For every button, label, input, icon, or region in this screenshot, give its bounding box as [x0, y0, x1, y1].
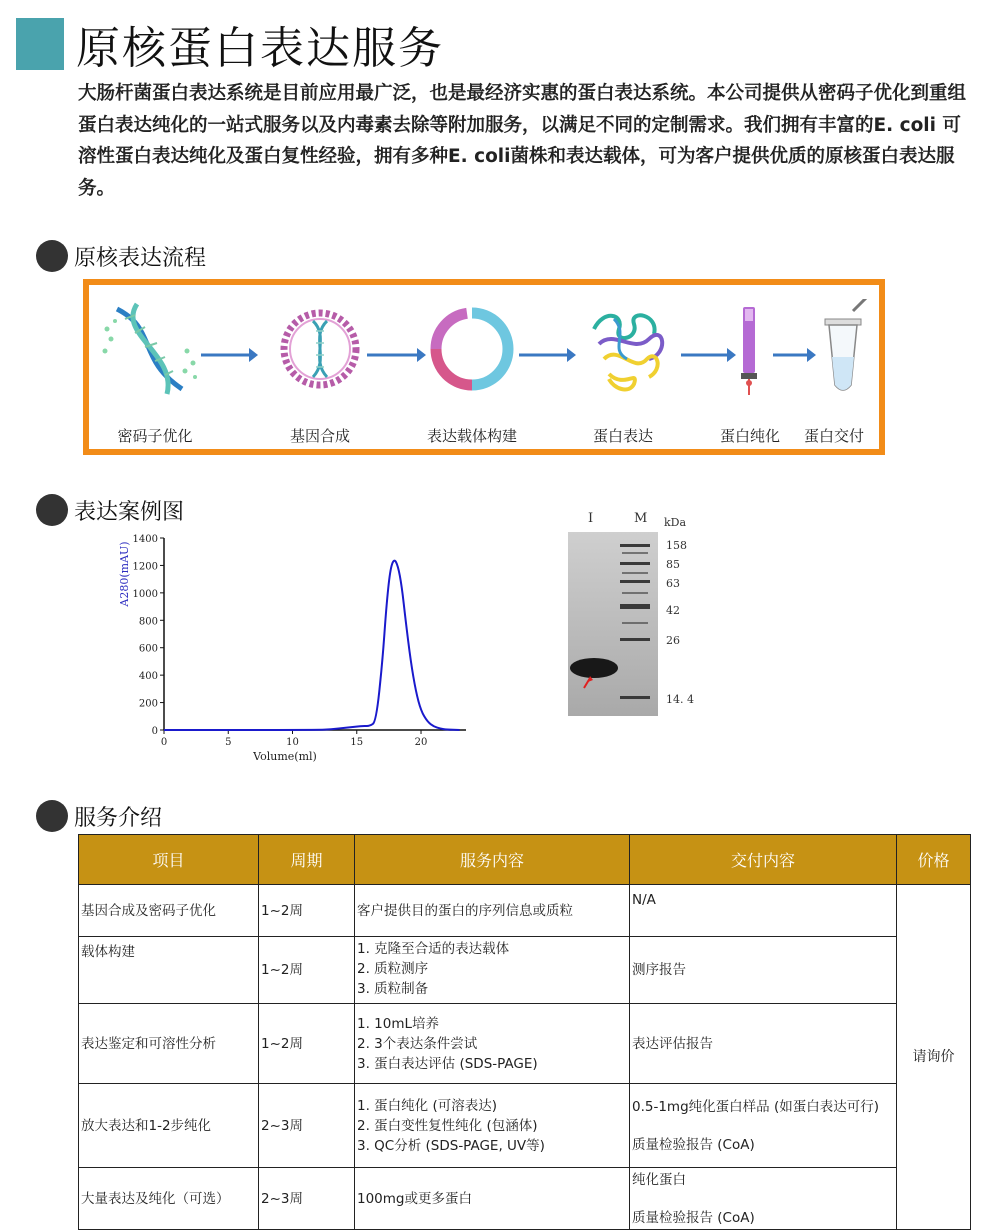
bullet-dot-icon: [36, 800, 68, 832]
sds-page-gel: [562, 506, 712, 720]
flow-arrow-5: [771, 345, 817, 365]
deliver-cell: N/A: [630, 885, 897, 937]
chromatogram-series-line: [164, 561, 460, 730]
y-tick-label: 200: [138, 698, 158, 710]
plasmid-dna-icon: [275, 299, 365, 399]
table-header-cell: 周期: [259, 835, 355, 885]
page-title: 原核蛋白表达服务: [76, 23, 444, 74]
section-example-heading: [36, 494, 184, 526]
table-header-cell: 项目: [79, 835, 259, 885]
gel-marker-label: 63: [666, 577, 680, 590]
service-table: [78, 834, 971, 1230]
y-tick-label: 400: [138, 671, 158, 683]
gel-marker-label: 42: [666, 604, 680, 617]
item-cell: 表达鉴定和可溶性分析: [79, 1004, 259, 1084]
y-tick-label: 0: [151, 726, 158, 737]
gel-marker-label: 158: [666, 539, 687, 552]
section-flow-title: 原核表达流程: [74, 245, 207, 271]
deliver-line: 质量检验报告 (CoA): [632, 1209, 755, 1226]
y-tick-label: 600: [138, 643, 158, 655]
content-line: 2. 3个表达条件尝试: [357, 1035, 478, 1052]
x-tick-label: 0: [160, 737, 168, 748]
y-tick-label: 1200: [132, 561, 158, 573]
content-cell: [355, 937, 630, 1004]
period-cell: 1~2周: [259, 937, 355, 1004]
y-tick-label: 800: [138, 616, 158, 628]
deliver-line: 0.5-1mg纯化蛋白样品 (如蛋白表达可行): [632, 1098, 879, 1115]
title-accent-block: [16, 18, 64, 70]
bullet-dot-icon: [36, 240, 68, 272]
flow-diagram: [83, 279, 885, 455]
period-cell: 2~3周: [259, 1168, 355, 1230]
x-tick-label: 15: [350, 737, 364, 748]
deliver-line: 纯化蛋白: [632, 1171, 686, 1188]
deliver-cell: [630, 1084, 897, 1168]
deliver-line: 质量检验报告 (CoA): [632, 1136, 755, 1153]
section-service-title: 服务介绍: [74, 805, 163, 831]
gel-marker-label: 26: [666, 634, 680, 647]
deliver-cell: 表达评估报告: [630, 1004, 897, 1084]
content-line: 2. 质粒测序: [357, 961, 429, 977]
content-line: 1. 10mL培养: [357, 1015, 440, 1032]
item-cell: 载体构建: [79, 937, 259, 1004]
y-tick-label: 1400: [132, 534, 158, 545]
x-tick-label: 20: [414, 737, 428, 748]
vector-ring-icon: [427, 299, 517, 399]
flow-step-label: 基因合成: [289, 427, 351, 445]
period-cell: 2~3周: [259, 1084, 355, 1168]
dna-helix-icon: [97, 299, 207, 399]
section-example-title: 表达案例图: [74, 499, 185, 525]
item-cell: 基因合成及密码子优化: [79, 885, 259, 937]
section-flow-heading: [36, 240, 206, 272]
flow-step-label: 蛋白纯化: [719, 427, 781, 445]
flow-step-label: 蛋白交付: [803, 427, 865, 445]
protein-fold-icon: [579, 299, 679, 399]
deliver-cell: [630, 1168, 897, 1230]
sample-tube-icon: [817, 299, 873, 399]
x-tick-label: 10: [286, 737, 299, 748]
flow-arrow-2: [365, 345, 427, 365]
section-service-heading: [36, 800, 162, 832]
content-line: 1. 蛋白纯化 (可溶表达): [357, 1097, 497, 1114]
gel-marker-label: 85: [666, 558, 680, 571]
table-row: [79, 1084, 971, 1168]
chromatogram-svg: [104, 532, 474, 768]
x-axis-label: Volume(ml): [253, 750, 317, 763]
table-row: [79, 1168, 971, 1230]
content-cell: 客户提供目的蛋白的序列信息或质粒: [355, 885, 630, 937]
item-cell: 放大表达和1-2步纯化: [79, 1084, 259, 1168]
gel-unit-label: kDa: [664, 516, 687, 529]
content-line: 2. 蛋白变性复性纯化 (包涵体): [357, 1117, 538, 1134]
content-cell: 100mg或更多蛋白: [355, 1168, 630, 1230]
bullet-dot-icon: [36, 494, 68, 526]
y-axis-label: A280(mAU): [118, 541, 131, 607]
flow-step-label: 表达载体构建: [426, 427, 518, 445]
content-line: 3. QC分析 (SDS-PAGE, UV等): [357, 1137, 545, 1154]
period-cell: 1~2周: [259, 885, 355, 937]
x-tick-label: 5: [225, 737, 232, 748]
flow-arrow-1: [199, 345, 259, 365]
chromatogram-chart: [104, 532, 474, 768]
table-row: [79, 885, 971, 937]
table-header-row: [79, 835, 971, 885]
flow-arrow-3: [517, 345, 577, 365]
content-cell: [355, 1004, 630, 1084]
table-header-cell: 服务内容: [355, 835, 630, 885]
table-row: [79, 937, 971, 1004]
gel-image: [562, 506, 712, 720]
y-tick-label: 1000: [132, 588, 158, 600]
item-cell: 大量表达及纯化（可选）: [79, 1168, 259, 1230]
gel-lane-label: I: [588, 511, 594, 526]
table-header-cell: 价格: [897, 835, 971, 885]
gel-marker-label: 14. 4: [666, 693, 694, 706]
gel-lane-label: M: [634, 511, 648, 526]
content-line: 1. 克隆至合适的表达载体: [357, 941, 510, 957]
content-line: 3. 质粒制备: [357, 981, 429, 997]
table-header-cell: 交付内容: [630, 835, 897, 885]
purification-column-icon: [727, 299, 771, 399]
flow-step-label: 蛋白表达: [592, 427, 654, 445]
content-cell: [355, 1084, 630, 1168]
table-row: [79, 1004, 971, 1084]
deliver-cell: 测序报告: [630, 937, 897, 1004]
intro-paragraph: 大肠杆菌蛋白表达系统是目前应用最广泛，也是最经济实惠的蛋白表达系统。本公司提供从密码子优化到重组蛋白表达纯化的一站式服务以及内毒素去除等附加服务，以满足不同的定制需求。我们拥有丰富的E. coli 可溶性蛋白表达纯化及蛋白复性经验，拥有多种E. coli菌株和表达载体，可为客户提供优质的原核蛋白表达服务。: [78, 83, 967, 199]
price-cell: 请询价: [897, 885, 971, 1230]
content-line: 3. 蛋白表达评估 (SDS-PAGE): [357, 1055, 538, 1072]
period-cell: 1~2周: [259, 1004, 355, 1084]
flow-step-label: 密码子优化: [117, 427, 193, 445]
